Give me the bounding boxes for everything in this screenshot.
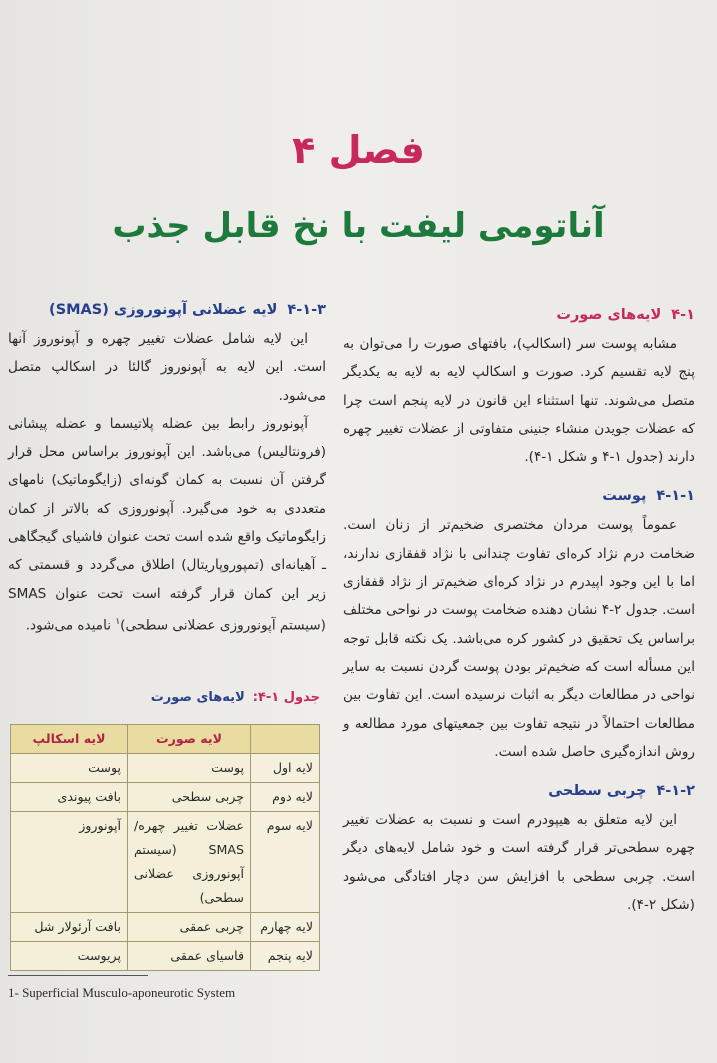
section-paragraph: مشابه پوست سر (اسکالپ)، بافتهای صورت را می‌توان به پنج لایه تقسیم کرد. صورت و اسکالپ لایه به لایه به یکدیگر متصل می‌شوند. تنها استثناء این قانون در لایه پنجم است چرا که عضلات جویدن منشاء جنینی متفاوتی از عضلات تغییر چهره دارند (جدول ۱-۴ و شکل ۱-۴).	[343, 336, 695, 466]
table-row	[11, 913, 320, 942]
table-header-cell: لایه صورت	[128, 725, 251, 754]
table-caption	[8, 690, 320, 705]
table-cell: لایه چهارم	[251, 913, 320, 942]
section-number: ۴-۱	[671, 307, 695, 323]
section-title: لایه‌های صورت	[556, 307, 662, 323]
chapter-title: آناتومی لیفت با نخ قابل جذب	[112, 206, 605, 246]
table-cell: لایه سوم	[251, 812, 320, 913]
table-cell: عضلات تغییر چهره/ SMAS (سیستم آپونوروزی عضلانی سطحی)	[128, 812, 251, 913]
section-paragraph: عموماً پوست مردان مختصری ضخیم‌تر از زنان است. ضخامت درم نژاد کره‌ای تفاوت چندانی با نژاد قفقازی ندارند، اما با این وجود اپیدرم در نژاد کره‌ای ضخیم‌تر از نژاد قفقازی است. جدول ۲-۴ نشان دهنده ضخامت پوست در نواحی مختلف براساس یک تحقیق در کشور کره می‌باشد. یک نکته قابل توجه این مسأله است که ضخیم‌تر بودن پوست گردن نسبت به سایر نواحی در مطالعات دیگر به اثبات نرسیده است. این تفاوت بین مطالعات احتمالاً در نتیجه تفاوت بین جمعیتهای مورد مطالعه و روش اندازه‌گیری حاصل شده است.	[343, 517, 695, 760]
table-row	[11, 754, 320, 783]
section-heading-4-1-1	[343, 481, 695, 511]
table-cell: لایه پنجم	[251, 942, 320, 971]
table-row	[11, 812, 320, 913]
section-number: ۴-۱-۲	[656, 783, 695, 800]
paragraph-text: آپونوروز رابط بین عضله پلاتیسما و عضله پیشانی (فرونتالیس) می‌باشد. این آپونوروز براساس محل قرار گرفتن آن نسبت به کمان گونه‌ای (زایگوماتیک) نامهای متعددی به خود می‌گیرد. آپونوروزی که بالاتر از کمان زایگوماتیک واقع شده است تحت عنوان فاشیای گیجگاهی ـ آهیانه‌ای (تمپوروپاریتال) اطلاق می‌گردد و قسمتی که زیر این کمان قرار گرفته است تحت عنوان SMAS (سیستم آپونوروزی عضلانی سطحی)	[8, 415, 326, 634]
right-column	[343, 300, 695, 919]
section-title: پوست	[602, 488, 647, 505]
table-cell: پوست	[11, 754, 128, 783]
table-row	[11, 783, 320, 812]
table-header-cell: لایه اسکالپ	[11, 725, 128, 754]
section-title: لایه عضلانی آپونوروزی (SMAS)	[49, 302, 278, 318]
table-cell: بافت پیوندی	[11, 783, 128, 812]
table-caption-label: جدول ۱-۴:	[252, 690, 320, 705]
section-paragraph: این لایه شامل عضلات تغییر چهره و آپونوروز آنها است. این لایه به آپونوروز گالئا در اسکالپ متصل می‌شود.	[8, 331, 326, 404]
footnote: 1- Superficial Musculo-aponeurotic System	[8, 985, 236, 1000]
table-header-cell	[251, 725, 320, 754]
section-number: ۴-۱-۱	[656, 488, 695, 505]
section-paragraph	[8, 410, 326, 640]
table-cell: لایه دوم	[251, 783, 320, 812]
footnote-divider	[8, 975, 148, 976]
section-title: چربی سطحی	[548, 783, 647, 800]
table-caption-title: لایه‌های صورت	[150, 690, 245, 705]
table-row	[11, 942, 320, 971]
section-heading-4-1	[343, 300, 695, 330]
table-cell: چربی عمقی	[128, 913, 251, 942]
section-heading-4-1-2	[343, 776, 695, 806]
table-cell: لایه اول	[251, 754, 320, 783]
table-cell: چربی سطحی	[128, 783, 251, 812]
section-number: ۴-۱-۳	[287, 302, 326, 318]
left-column	[8, 295, 326, 640]
section-paragraph: این لایه متعلق به هیپودرم است و نسبت به عضلات تغییر چهره سطحی‌تر قرار گرفته است و خود شامل لایه‌های دیگر است. چربی سطحی با افزایش سن دچار افتادگی می‌شود (شکل ۲-۴).	[343, 812, 695, 914]
section-heading-4-1-3	[8, 295, 326, 325]
paragraph-end: نامیده می‌شود.	[25, 617, 116, 634]
layers-table	[10, 724, 320, 971]
table-header-row	[11, 725, 320, 754]
table-cell: آپونوروز	[11, 812, 128, 913]
table-cell: فاسیای عمقی	[128, 942, 251, 971]
table-cell: پوست	[128, 754, 251, 783]
footnote-marker: ۱	[115, 616, 121, 627]
table-cell: پریوست	[11, 942, 128, 971]
table-cell: بافت آرئولار شل	[11, 913, 128, 942]
chapter-heading: فصل ۴	[292, 128, 425, 172]
